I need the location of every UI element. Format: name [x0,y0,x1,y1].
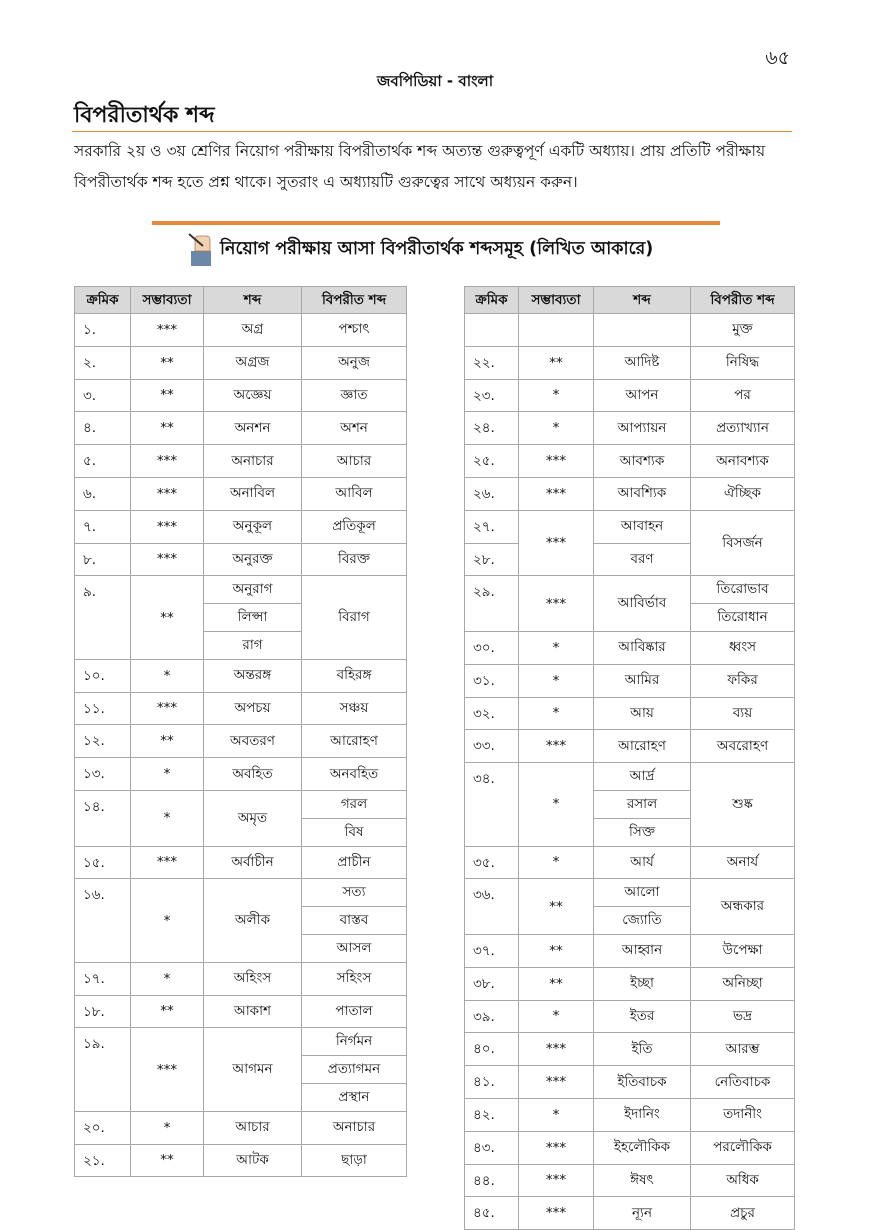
table-row [465,1000,795,1033]
word-cell: বরণ [594,543,691,576]
probability-cell: * [131,659,204,692]
table-header-row [465,287,795,314]
header-opposite: বিপরীত শব্দ [691,287,795,314]
table-row [465,730,795,763]
serial-cell: ২৮. [465,543,519,576]
header-probability: সম্ভাব্যতা [131,287,204,314]
table-row [465,412,795,445]
word-cell: আমির [594,664,691,697]
table-row [465,631,795,664]
serial-cell: ১. [75,314,131,347]
opposite-cell: আবিল [302,477,407,510]
table-row [465,763,795,791]
serial-cell: ২৭. [465,510,519,543]
opposite-cell: পাতাল [302,995,407,1028]
word-cell: আটক [204,1144,302,1177]
word-cell: অমৃত [204,790,302,846]
word-cell: ইহলৌকিক [594,1131,691,1164]
table-row [465,477,795,510]
serial-cell: ৩৬. [465,879,519,935]
probability-cell: ** [131,346,204,379]
opposite-cell: প্রাচীন [302,846,407,879]
probability-cell: *** [131,1028,204,1111]
probability-cell: *** [519,1066,594,1099]
opposite-cell: তিরোভাব [691,576,795,604]
word-cell: সিক্ত [594,818,691,846]
serial-cell: ১৪. [75,790,131,846]
table-row [75,962,407,995]
word-cell: আপন [594,379,691,412]
word-cell: অনাচার [204,445,302,478]
probability-cell: *** [519,1197,594,1230]
table-row [75,1111,407,1144]
serial-cell: ৪০. [465,1033,519,1066]
table-row [465,1098,795,1131]
word-cell: আহ্বান [594,934,691,967]
opposite-cell: অনার্য [691,846,795,879]
intro-paragraph: সরকারি ২য় ও ৩য় শ্রেণির নিয়োগ পরীক্ষায় বিপরীতার্থক শব্দ অত্যন্ত গুরুত্বপূর্ণ একটি অধ্যায়। প্রায় প্রতিটি পরীক্ষায় বিপরীতার্থক শব্দ হতে প্রশ্ন থাকে। সুতরাং এ অধ্যায়টি গুরুত্বের সাথে অধ্যয়ন করুন। [74,142,766,191]
serial-cell: ৩৯. [465,1000,519,1033]
serial-cell: ২১. [75,1144,131,1177]
probability-cell: *** [131,543,204,576]
serial-cell: ১৩. [75,758,131,791]
serial-cell: ৪. [75,412,131,445]
page-number: ৬৫ [765,47,790,69]
table-row [75,445,407,478]
probability-cell: ** [519,934,594,967]
table-row [465,934,795,967]
opposite-cell: আরম্ভ [691,1033,795,1066]
probability-cell: ** [131,725,204,758]
opposite-cell: অবরোহণ [691,730,795,763]
opposite-cell: অনবহিত [302,758,407,791]
probability-cell: * [519,379,594,412]
probability-cell: * [131,758,204,791]
serial-cell: ৮. [75,543,131,576]
opposite-cell: সহিংস [302,962,407,995]
word-cell: ইদানিং [594,1098,691,1131]
table-row [465,510,795,543]
word-cell: অবতরণ [204,725,302,758]
opposite-cell: শুষ্ক [691,763,795,846]
probability-cell: *** [519,510,594,576]
table-row [465,1164,795,1197]
word-cell: আরোহণ [594,730,691,763]
opposite-cell: অনাবশ্যক [691,445,795,478]
opposite-cell: প্রত্যাগমন [302,1056,407,1084]
serial-cell: ৩৭. [465,934,519,967]
table-row [75,995,407,1028]
opposite-cell: বাস্তব [302,907,407,935]
serial-cell: ১৯. [75,1028,131,1111]
probability-cell: *** [131,477,204,510]
word-cell: ঈষৎ [594,1164,691,1197]
probability-cell: * [519,1000,594,1033]
probability-cell: * [131,962,204,995]
opposite-cell: সঞ্চয় [302,692,407,725]
opposite-cell: অনাচার [302,1111,407,1144]
opposite-cell: জ্ঞাত [302,379,407,412]
probability-cell: *** [131,692,204,725]
opposite-cell: বিরাগ [302,576,407,659]
probability-cell: ** [519,879,594,935]
probability-cell: *** [519,576,594,632]
word-cell: অলীক [204,879,302,962]
opposite-cell: তদানীং [691,1098,795,1131]
serial-cell: ১৮. [75,995,131,1028]
opposite-cell: পর [691,379,795,412]
right-word-table [464,286,795,1230]
serial-cell: ১৭. [75,962,131,995]
table-row [465,846,795,879]
probability-cell: *** [519,477,594,510]
table-row [465,1197,795,1230]
serial-cell: ৩১. [465,664,519,697]
table-row [465,314,795,347]
word-cell: আবশ্যক [594,445,691,478]
probability-cell: *** [131,510,204,543]
writing-hand-icon [188,232,214,268]
word-cell: লিপ্সা [204,604,302,632]
serial-cell: ২৬. [465,477,519,510]
serial-cell: ১৬. [75,879,131,962]
word-cell: আবশ্যিক [594,477,691,510]
probability-cell: * [519,631,594,664]
opposite-cell: ধ্বংস [691,631,795,664]
probability-cell: ** [519,967,594,1000]
word-cell: আকাশ [204,995,302,1028]
serial-cell: ১১. [75,692,131,725]
table-row [75,576,407,604]
opposite-cell: নির্গমন [302,1028,407,1056]
table-row [75,758,407,791]
table-row [465,1033,795,1066]
table-row [75,846,407,879]
table-row [75,314,407,347]
section-heading [188,232,653,268]
title-divider [72,131,792,132]
opposite-cell: প্রত্যাখ্যান [691,412,795,445]
table-row [75,1028,407,1056]
serial-cell: ২. [75,346,131,379]
word-cell: অপচয় [204,692,302,725]
word-cell: অনুরাগ [204,576,302,604]
section-title: নিয়োগ পরীক্ষায় আসা বিপরীতার্থক শব্দসমূহ (লিখিত আকারে) [220,238,654,259]
opposite-cell: প্রচুর [691,1197,795,1230]
opposite-cell: পরলৌকিক [691,1131,795,1164]
serial-cell: ৩২. [465,697,519,730]
word-cell: আবির্ভাব [594,576,691,632]
serial-cell: ৪২. [465,1098,519,1131]
opposite-cell: ফকির [691,664,795,697]
serial-cell: ৯. [75,576,131,659]
word-cell: আদিষ্ট [594,346,691,379]
table-row [75,543,407,576]
serial-cell: ১২. [75,725,131,758]
serial-cell: ২০. [75,1111,131,1144]
serial-cell: ২৩. [465,379,519,412]
probability-cell: ** [131,379,204,412]
table-row [465,346,795,379]
opposite-cell: সত্য [302,879,407,907]
probability-cell: *** [519,730,594,763]
word-cell: আবাহন [594,510,691,543]
word-cell: ইতিবাচক [594,1066,691,1099]
header-serial: ক্রমিক [75,287,131,314]
word-cell: রসাল [594,790,691,818]
chapter-title: বিপরীতার্থক শব্দ [74,103,215,128]
word-cell: আগমন [204,1028,302,1111]
opposite-cell: মুক্ত [691,314,795,347]
serial-cell: ২৪. [465,412,519,445]
serial-cell: ৫. [75,445,131,478]
word-cell: অনুকূল [204,510,302,543]
opposite-cell: ছাড়া [302,1144,407,1177]
table-row [75,510,407,543]
opposite-cell: অশন [302,412,407,445]
serial-cell: ৩৮. [465,967,519,1000]
table-row [465,967,795,1000]
word-cell: ইতি [594,1033,691,1066]
serial-cell: ৩৫. [465,846,519,879]
serial-cell: ২৯. [465,576,519,632]
opposite-cell: অধিক [691,1164,795,1197]
opposite-cell: বহিরঙ্গ [302,659,407,692]
probability-cell: ** [131,995,204,1028]
table-header-row [75,287,407,314]
serial-cell: ৬. [75,477,131,510]
word-cell: অগ্র [204,314,302,347]
probability-cell: *** [519,445,594,478]
serial-cell: ১৫. [75,846,131,879]
table-row [75,346,407,379]
opposite-cell: অনিচ্ছা [691,967,795,1000]
table-row [465,1066,795,1099]
table-row [465,664,795,697]
word-cell: অবহিত [204,758,302,791]
probability-cell: *** [131,846,204,879]
table-row [75,1144,407,1177]
opposite-cell: অন্ধকার [691,879,795,935]
probability-cell: ** [131,576,204,659]
probability-cell: * [131,879,204,962]
word-cell: অনুরক্ত [204,543,302,576]
probability-cell: * [519,412,594,445]
opposite-cell: বিরক্ত [302,543,407,576]
probability-cell: *** [519,1033,594,1066]
opposite-cell: ঐচ্ছিক [691,477,795,510]
probability-cell: * [519,697,594,730]
word-cell: অনশন [204,412,302,445]
table-row [465,379,795,412]
serial-cell: ৭. [75,510,131,543]
table-row [465,445,795,478]
word-cell: ইচ্ছা [594,967,691,1000]
word-cell [594,314,691,347]
opposite-cell: আচার [302,445,407,478]
table-row [465,1131,795,1164]
table-row [75,725,407,758]
probability-cell: * [131,1111,204,1144]
word-cell: অগ্রজ [204,346,302,379]
opposite-cell: বিসর্জন [691,510,795,576]
serial-cell: ৪৩. [465,1131,519,1164]
table-row [465,576,795,604]
probability-cell: *** [519,1164,594,1197]
serial-cell: ২২. [465,346,519,379]
word-cell: আচার [204,1111,302,1144]
probability-cell: * [519,664,594,697]
header-probability: সম্ভাব্যতা [519,287,594,314]
table-row [75,692,407,725]
word-cell: ইতর [594,1000,691,1033]
serial-cell: ৩৩. [465,730,519,763]
header-opposite: বিপরীত শব্দ [302,287,407,314]
probability-cell: ** [519,346,594,379]
opposite-cell: তিরোধান [691,604,795,632]
table-row [75,879,407,907]
opposite-cell: প্রতিকূল [302,510,407,543]
opposite-cell: পশ্চাৎ [302,314,407,347]
word-cell: আলো [594,879,691,907]
opposite-cell: ভদ্র [691,1000,795,1033]
probability-cell: * [131,790,204,846]
serial-cell: ৪৫. [465,1197,519,1230]
opposite-cell: আরোহণ [302,725,407,758]
probability-cell: *** [131,314,204,347]
word-cell: অহিংস [204,962,302,995]
word-cell: অজ্ঞেয় [204,379,302,412]
serial-cell: ৪৪. [465,1164,519,1197]
probability-cell: *** [131,445,204,478]
table-row [75,659,407,692]
serial-cell: ৪১. [465,1066,519,1099]
word-cell: জ্যোতি [594,907,691,935]
opposite-cell: নেতিবাচক [691,1066,795,1099]
probability-cell: * [519,1098,594,1131]
word-cell: আর্দ্র [594,763,691,791]
word-cell: অর্বাচীন [204,846,302,879]
probability-cell: ** [131,412,204,445]
probability-cell [519,314,594,347]
word-cell: আপ্যায়ন [594,412,691,445]
word-cell: আর্য [594,846,691,879]
probability-cell: * [519,763,594,846]
word-cell: আয় [594,697,691,730]
opposite-cell: প্রস্থান [302,1083,407,1111]
table-row [465,879,795,907]
opposite-cell: বিষ [302,818,407,846]
opposite-cell: অনুজ [302,346,407,379]
table-row [75,790,407,818]
opposite-cell: উপেক্ষা [691,934,795,967]
table-row [75,379,407,412]
table-row [465,697,795,730]
probability-cell: *** [519,1131,594,1164]
header-word: শব্দ [204,287,302,314]
opposite-cell: ব্যয় [691,697,795,730]
word-cell: অন্তরঙ্গ [204,659,302,692]
serial-cell: ৩৪. [465,763,519,846]
opposite-cell: নিষিদ্ধ [691,346,795,379]
probability-cell: ** [131,1144,204,1177]
serial-cell: ৩. [75,379,131,412]
subject-header: জবপিডিয়া - বাংলা [376,72,494,90]
word-cell: ন্যূন [594,1197,691,1230]
word-cell: রাগ [204,631,302,659]
probability-cell: * [519,846,594,879]
serial-cell: ১০. [75,659,131,692]
section-divider [152,221,720,225]
serial-cell [465,314,519,347]
table-row [75,477,407,510]
word-cell: আবিষ্কার [594,631,691,664]
table-row [75,412,407,445]
opposite-cell: আসল [302,934,407,962]
opposite-cell: গরল [302,790,407,818]
left-word-table [74,286,407,1177]
serial-cell: ২৫. [465,445,519,478]
header-word: শব্দ [594,287,691,314]
serial-cell: ৩০. [465,631,519,664]
word-cell: অনাবিল [204,477,302,510]
header-serial: ক্রমিক [465,287,519,314]
